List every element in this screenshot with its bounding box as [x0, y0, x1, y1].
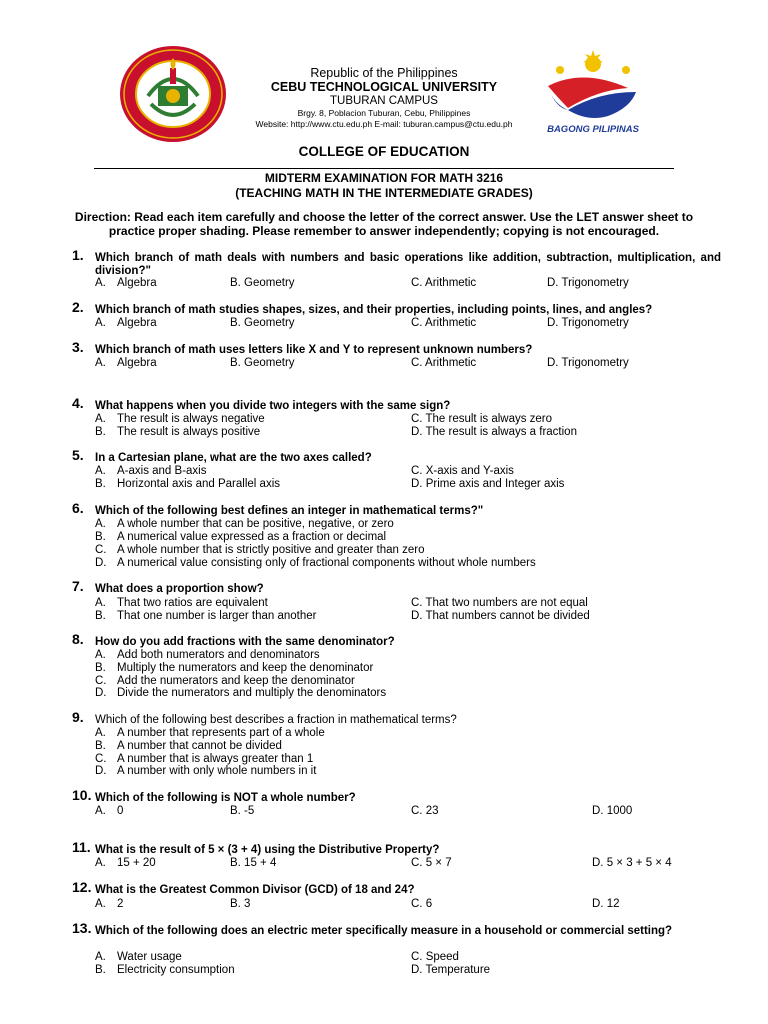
option-a[interactable]: A. Algebra	[95, 277, 157, 289]
campus-name: TUBURAN CAMPUS	[330, 95, 438, 107]
option-a[interactable]: A. Add both numerators and denominators	[95, 649, 320, 661]
question-stem: Which of the following best describes a fraction in mathematical terms?	[95, 714, 457, 726]
option-a[interactable]: A. Water usage	[95, 951, 182, 963]
option-d[interactable]: D. Divide the numerators and multiply the denominators	[95, 687, 387, 699]
question-number: 8.	[72, 631, 84, 647]
university-seal-logo	[118, 44, 228, 144]
bagong-pilipinas-logo	[538, 48, 648, 138]
option-d[interactable]: D. That numbers cannot be divided	[411, 610, 590, 622]
question-number: 4.	[72, 395, 84, 411]
option-b[interactable]: B. 15 + 4	[230, 857, 277, 869]
directions-line-1: Direction: Read each item carefully and choose the letter of the correct answer. Use the LET answer sheet to	[74, 210, 694, 224]
option-b[interactable]: B. Geometry	[230, 277, 295, 289]
option-c[interactable]: C. Arithmetic	[411, 357, 477, 369]
option-c[interactable]: C. That two numbers are not equal	[411, 597, 588, 609]
letterhead	[0, 0, 768, 140]
question-number: 6.	[72, 500, 84, 516]
question-number: 10.	[72, 787, 92, 803]
question-stem: Which of the following is NOT a whole number?	[95, 792, 356, 804]
option-d[interactable]: D. Trigonometry	[547, 277, 629, 289]
option-c[interactable]: C. X-axis and Y-axis	[411, 465, 514, 477]
option-b[interactable]: B. Electricity consumption	[95, 964, 235, 976]
option-c[interactable]: C. 23	[411, 805, 439, 817]
directions	[56, 210, 712, 238]
option-d[interactable]: D. Trigonometry	[547, 317, 629, 329]
exam-title-line-1: MIDTERM EXAMINATION FOR MATH 3216	[264, 171, 504, 185]
option-a[interactable]: A. A whole number that can be positive, negative, or zero	[95, 518, 394, 530]
option-d[interactable]: D. Prime axis and Integer axis	[411, 478, 565, 490]
question-stem: Which branch of math studies shapes, sizes, and their properties, including points, lines, and angles?	[95, 304, 653, 316]
question-stem: Which of the following does an electric meter specifically measure in a household or commercial setting?	[95, 925, 673, 937]
option-d[interactable]: D. 1000	[592, 805, 633, 817]
question-number: 11.	[72, 839, 91, 855]
option-a[interactable]: A. 15 + 20	[95, 857, 156, 869]
question-number: 12.	[72, 879, 92, 895]
question-number: 5.	[72, 447, 84, 463]
option-a[interactable]: A. A number that represents part of a whole	[95, 727, 325, 739]
option-d[interactable]: D. The result is always a fraction	[411, 426, 577, 438]
question-stem: What is the result of 5 × (3 + 4) using the Distributive Property?	[95, 844, 440, 856]
option-c[interactable]: C. 6	[411, 898, 433, 910]
option-c[interactable]: C. Arithmetic	[411, 277, 477, 289]
question-stem: Which of the following best defines an integer in mathematical terms?"	[95, 505, 484, 517]
republic-line: Republic of the Philippines	[310, 66, 458, 80]
option-c[interactable]: C. Speed	[411, 951, 459, 963]
option-b[interactable]: B. That one number is larger than another	[95, 610, 317, 622]
question-number: 7.	[72, 578, 84, 594]
question-number: 2.	[72, 299, 84, 315]
question-number: 3.	[72, 339, 84, 355]
option-a[interactable]: A. A-axis and B-axis	[95, 465, 207, 477]
option-c[interactable]: C. 5 × 7	[411, 857, 452, 869]
question-stem: What happens when you divide two integers with the same sign?	[95, 400, 451, 412]
option-b[interactable]: B. Geometry	[230, 357, 295, 369]
university-name: CEBU TECHNOLOGICAL UNIVERSITY	[270, 80, 498, 94]
option-d[interactable]: D. A number with only whole numbers in it	[95, 765, 317, 777]
college-name: COLLEGE OF EDUCATION	[298, 144, 470, 159]
option-a[interactable]: A. Algebra	[95, 317, 157, 329]
option-b[interactable]: B. Multiply the numerators and keep the denominator	[95, 662, 374, 674]
option-d[interactable]: D. Temperature	[411, 964, 491, 976]
question-stem: In a Cartesian plane, what are the two axes called?	[95, 452, 372, 464]
question-stem: What is the Greatest Common Divisor (GCD) of 18 and 24?	[95, 884, 415, 896]
option-a[interactable]: A. Algebra	[95, 357, 157, 369]
logo-caption: BAGONG PILIPINAS	[547, 124, 639, 135]
option-a[interactable]: A. 2	[95, 898, 124, 910]
option-a[interactable]: A. The result is always negative	[95, 413, 265, 425]
option-c[interactable]: C. A whole number that is strictly positive and greater than zero	[95, 544, 425, 556]
question-stem: Which branch of math deals with numbers and basic operations like addition, subtraction, multiplication, and division?"	[95, 252, 721, 277]
exam-title	[0, 171, 768, 200]
contact-line: Website: http://www.ctu.edu.ph E-mail: tuburan.campus@ctu.edu.ph	[255, 119, 513, 129]
option-c[interactable]: C. A number that is always greater than 1	[95, 753, 314, 765]
question-stem: How do you add fractions with the same denominator?	[95, 636, 395, 648]
option-b[interactable]: B. -5	[230, 805, 255, 817]
option-b[interactable]: B. Geometry	[230, 317, 295, 329]
option-d[interactable]: D. A numerical value consisting only of fractional components without whole numbers	[95, 557, 536, 569]
option-b[interactable]: B. Horizontal axis and Parallel axis	[95, 478, 280, 490]
option-a[interactable]: A. That two ratios are equivalent	[95, 597, 268, 609]
option-b[interactable]: B. 3	[230, 898, 251, 910]
option-c[interactable]: C. The result is always zero	[411, 413, 553, 425]
address-line: Brgy. 8, Poblacion Tuburan, Cebu, Philippines	[297, 108, 471, 118]
question-stem: Which branch of math uses letters like X and Y to represent unknown numbers?	[95, 344, 533, 356]
question-number: 13.	[72, 920, 92, 936]
option-d[interactable]: D. 12	[592, 898, 620, 910]
option-b[interactable]: B. The result is always positive	[95, 426, 261, 438]
option-c[interactable]: C. Arithmetic	[411, 317, 477, 329]
question-number: 9.	[72, 709, 84, 725]
exam-title-line-2: (TEACHING MATH IN THE INTERMEDIATE GRADES)	[235, 185, 533, 200]
question-stem: What does a proportion show?	[95, 583, 264, 595]
option-b[interactable]: B. A numerical value expressed as a fraction or decimal	[95, 531, 387, 543]
institution-heading	[250, 66, 518, 130]
option-c[interactable]: C. Add the numerators and keep the denominator	[95, 675, 355, 687]
question-number: 1.	[72, 247, 84, 263]
option-d[interactable]: D. 5 × 3 + 5 × 4	[592, 857, 672, 869]
divider	[94, 168, 674, 169]
option-b[interactable]: B. A number that cannot be divided	[95, 740, 282, 752]
directions-line-2: practice proper shading. Please remember to answer independently; copying is not encouraged.	[108, 224, 660, 238]
option-a[interactable]: A. 0	[95, 805, 124, 817]
option-d[interactable]: D. Trigonometry	[547, 357, 629, 369]
